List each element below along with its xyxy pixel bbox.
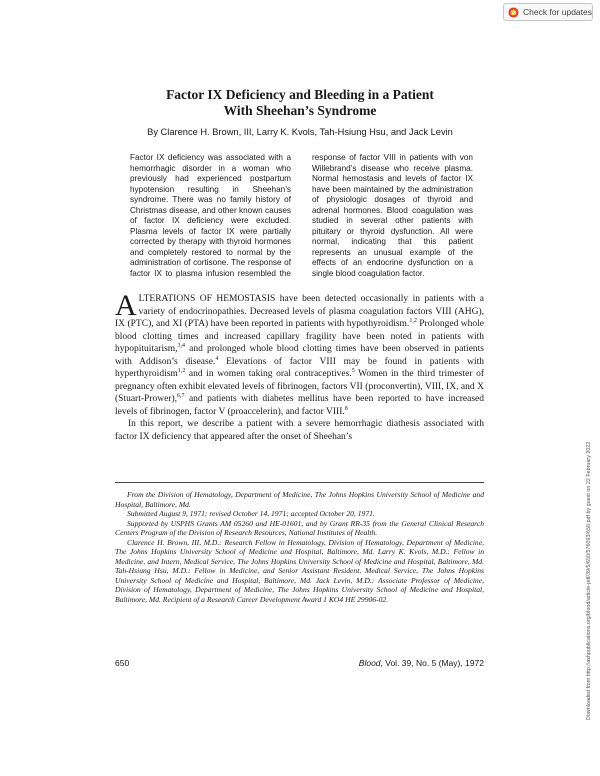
lead-in-text: LTERATIONS OF HEMOSTASIS xyxy=(138,294,276,304)
citation-ref: 5 xyxy=(351,367,355,374)
body-text: Elevations of factor VIII may be found in patients with hyperthyroidism xyxy=(115,356,484,379)
footnote-divider xyxy=(115,482,484,483)
body-text: Prolonged whole blood clotting times and increased capillary fragility have been noted in patients with hypopituitarism, xyxy=(115,319,484,354)
download-watermark-text: Downloaded from http://ashpublications.org/blood/article-pdf/39/5/650/576093/650.pdf by guest on 22 February 2022 xyxy=(586,441,592,720)
body-paragraph-1 xyxy=(115,289,484,418)
citation-ref: 1,2 xyxy=(177,367,186,374)
abstract: Factor IX deficiency was associated with a hemorrhagic disorder in a woman who previously had experienced postpartum hypotension resulting in Sheehan’s syndrome. There was no family history of Christmas disease, and other known causes of factor IX deficiency were excluded. Plasma levels of factor IX were partially corrected by therapy with thyroid hormones and completely restored to normal by the administration of cortisone. The response of factor IX to plasma infusion resembled the response of factor VIII in patients with von Willebrand’s disease who receive plasma. Normal hemostasis and levels of factor IX have been maintained by the administration of physiologic dosages of thyroid and adrenal hormones. Blood coagulation was studied in several other patients with pituitary or thyroid dysfunction. All were normal, indicating that this patient represents an unusual example of the effects of an endocrine dysfunction on a single blood coagulation factor. xyxy=(130,153,473,278)
check-for-updates-label: Check for updates xyxy=(523,7,592,17)
footnote-authors: Clarence H. Brown, III, M.D.: Research Fellow in Hematology, Division of Hematology, Department of Medicine, The Johns Hopkins University School of Medicine and Hospital, Baltimore, Md. Larry K. Kvols, M.D.: Fellow in Medicine, and Intern, Medical Service, The Johns Hopkins University School of Medicine and Hospital, Baltimore, Md. Tah-Hsiung Hsu, M.D.: Fellow in Medicine, and Senior Assistant Resident, Medical Service, The Johns Hopkins University School of Medicine and Hospital, Baltimore, Md. Jack Levin, M.D.: Associate Professor of Medicine, Division of Hematology, Department of Medicine, The Johns Hopkins University School of Medicine and Hospital, Baltimore, Md. Recipient of a Research Career Development Award 1 KO4 HE 29906-02. xyxy=(115,537,484,604)
citation-ref: 8 xyxy=(344,405,348,412)
footnote-dates: Submitted August 9, 1971; revised October 14, 1971; accepted October 20, 1971. xyxy=(127,509,375,518)
body-text: Women in the third trimester of pregnancy often exhibit elevated levels of fibrinogen, factors VII (proconvertin), VIII, IX, and X (Stuart-Prower), xyxy=(115,369,484,404)
body-text: and patients with diabetes mellitus have been reported to have increased levels of fibrinogen, factor V (proaccelerin), and factor VIII. xyxy=(115,394,484,417)
journal-name: Blood, xyxy=(358,658,383,668)
body-text: and prolonged whole blood clotting times have been observed in patients with Addison’s disease. xyxy=(115,344,484,367)
page-footer xyxy=(115,658,484,668)
body-text: and in women taking oral contraceptives. xyxy=(185,369,352,379)
download-watermark xyxy=(585,220,594,720)
citation-ref: 6,7 xyxy=(177,392,185,399)
footnotes xyxy=(115,490,484,604)
citation-ref: 1,2 xyxy=(409,317,417,324)
article-title xyxy=(100,87,500,119)
article-title-line-2: With Sheehan’s Syndrome xyxy=(223,103,377,118)
footnote-support: Supported by USPHS Grants AM 05260 and HE-01601, and by Grant RR-35 from the General Clinical Research Centers Program of the Division of Research Resources, National Institutes of Health. xyxy=(115,518,484,537)
footnote-affiliation: From the Division of Hematology, Department of Medicine, The Johns Hopkins University School of Medicine and Hospital, Baltimore, Md. xyxy=(115,490,484,509)
article-title-line-1: Factor IX Deficiency and Bleeding in a Patient xyxy=(166,87,434,102)
citation-ref: 4 xyxy=(215,355,219,362)
journal-volume: Vol. 39, No. 5 (May), 1972 xyxy=(382,658,484,668)
update-badge-icon xyxy=(508,7,519,18)
author-line: By Clarence H. Brown, III, Larry K. Kvols, Tah-Hsiung Hsu, and Jack Levin xyxy=(147,127,453,137)
body-paragraph-2: In this report, we describe a patient with a severe hemorrhagic diathesis associated with factor IX deficiency that appeared after the onset of Sheehan’s xyxy=(115,419,484,442)
body-text: have been detected occasionally in patients with a variety of endocrinopathies. Decreased levels of plasma coagulation factors VIII (AHG), IX (PTC), and XI (PTA) have been reported in patients with hypothyroidism. xyxy=(115,294,484,329)
article-body xyxy=(115,289,484,443)
citation-ref: 3,4 xyxy=(177,342,186,349)
journal-citation xyxy=(359,658,484,668)
check-for-updates-button[interactable] xyxy=(503,3,593,21)
page-number: 650 xyxy=(115,658,130,668)
drop-cap: A xyxy=(115,289,137,322)
